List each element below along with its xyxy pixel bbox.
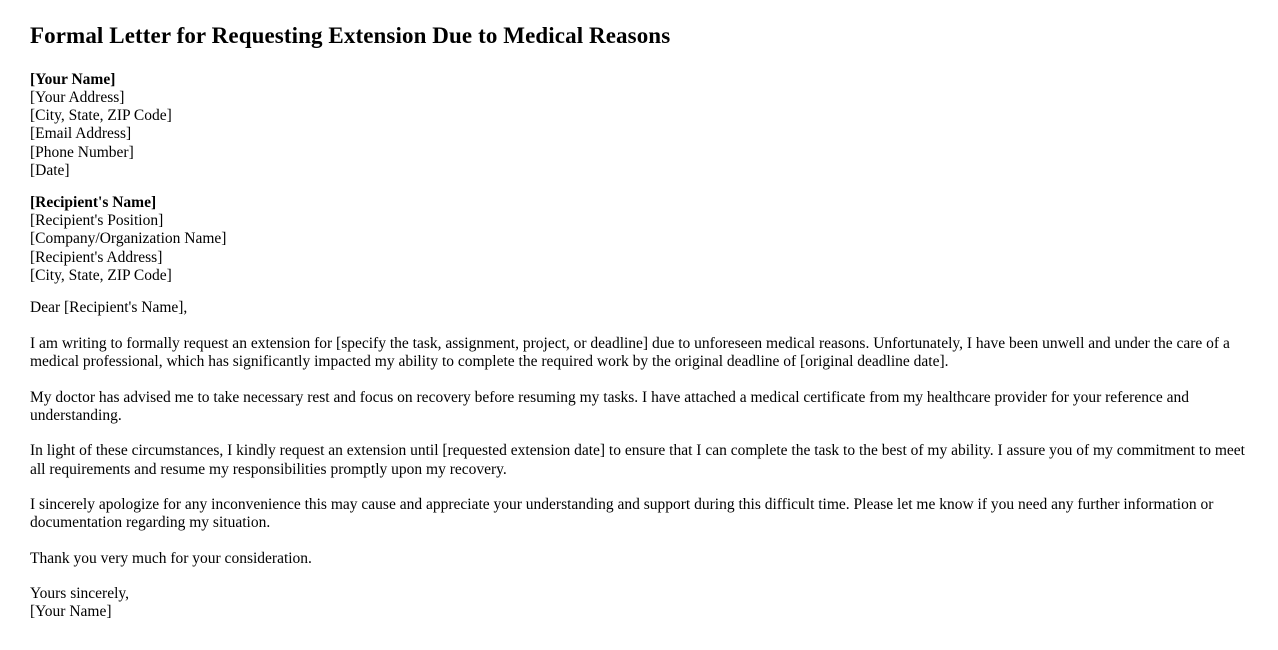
recipient-city-state-zip: [City, State, ZIP Code] bbox=[30, 266, 172, 284]
closing-salutation: Yours sincerely, bbox=[30, 584, 130, 602]
recipient-address: [Recipient's Address] bbox=[30, 248, 163, 266]
sender-address: [Your Address] bbox=[30, 88, 125, 106]
sender-phone: [Phone Number] bbox=[30, 143, 134, 161]
salutation: Dear [Recipient's Name], bbox=[30, 298, 188, 316]
body-paragraph-4: I sincerely apologize for any inconvenience this may cause and appreciate your understanding and support during this difficult time. Please let me know if you need any further information or documentation regarding my situation. bbox=[30, 495, 1214, 532]
body-paragraph-2: My doctor has advised me to take necessary rest and focus on recovery before resuming my tasks. I have attached a medical certificate from my healthcare provider for your reference and understanding. bbox=[30, 388, 1189, 425]
signature-name: [Your Name] bbox=[30, 603, 112, 621]
closing-block bbox=[30, 585, 1248, 621]
recipient-address-block bbox=[30, 194, 1248, 285]
thank-you-line: Thank you very much for your consideration. bbox=[30, 549, 312, 567]
body-paragraph-1: I am writing to formally request an extension for [specify the task, assignment, project, or deadline] due to unforeseen medical reasons. Unfortunately, I have been unwell and under the care of a medical professional, which has significantly impacted my ability to complete the required work by the original deadline of [original deadline date]. bbox=[30, 335, 1230, 371]
sender-name: [Your Name] bbox=[30, 70, 116, 88]
recipient-organization: [Company/Organization Name] bbox=[30, 230, 227, 248]
sender-address-block bbox=[30, 71, 1248, 180]
recipient-name: [Recipient's Name] bbox=[30, 193, 157, 211]
page-title: Formal Letter for Requesting Extension Due to Medical Reasons bbox=[30, 23, 671, 48]
letter-date: [Date] bbox=[30, 161, 70, 179]
body-paragraph-3: In light of these circumstances, I kindly request an extension until [requested extension date] to ensure that I can complete the task to the best of my ability. I assure you of my commitment to meet all requirements and resume my responsibilities promptly upon my recovery. bbox=[30, 442, 1245, 478]
sender-city-state-zip: [City, State, ZIP Code] bbox=[30, 107, 172, 125]
recipient-position: [Recipient's Position] bbox=[30, 212, 164, 230]
sender-email: [Email Address] bbox=[30, 125, 132, 143]
